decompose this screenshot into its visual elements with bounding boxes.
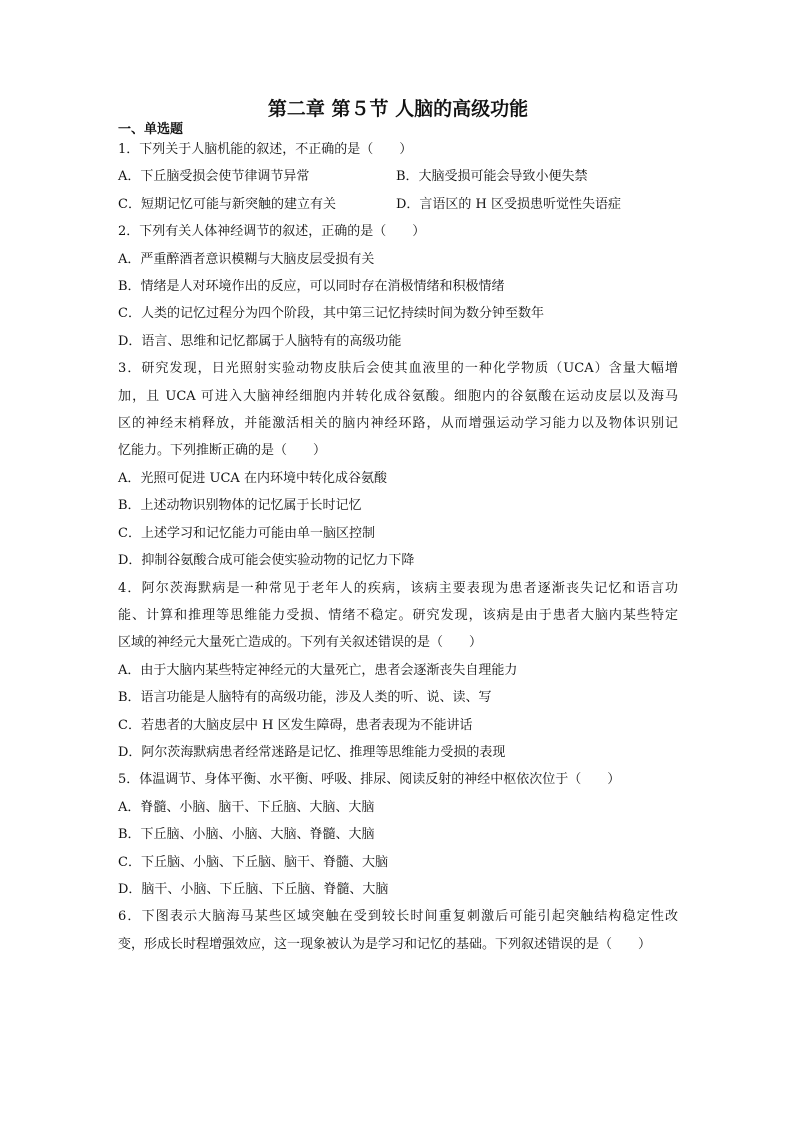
question-stem-line: 变，形成长时程增强效应，这一现象被认为是学习和记忆的基础。下列叙述错误的是（ ）: [118, 936, 652, 952]
question-3: [118, 355, 678, 574]
option-b[interactable]: B．情绪是人对环境作出的反应，可以同时存在消极情绪和积极情绪: [118, 279, 505, 295]
question-stem-line: 6．下图表示大脑海马某些区域突触在受到较长时间重复刺激后可能引起突触结构稳定性改: [118, 909, 678, 925]
option-a[interactable]: A．由于大脑内某些特定神经元的大量死亡，患者会逐渐丧失自理能力: [118, 662, 518, 678]
option-a[interactable]: A．下丘脑受损会使节律调节异常: [118, 169, 310, 185]
question-stem-line: 加，且 UCA 可进入大脑神经细胞内并转化成谷氨酸。细胞内的谷氨酸在运动皮层以及海马: [118, 388, 678, 404]
option-d[interactable]: D．抑制谷氨酸合成可能会使实验动物的记忆力下降: [118, 553, 415, 569]
question-stem: 5．体温调节、身体平衡、水平衡、呼吸、排尿、阅读反射的神经中枢依次位于（ ）: [118, 772, 621, 788]
question-stem-line: 区域的神经元大量死亡造成的。下列有关叙述错误的是（ ）: [118, 635, 483, 651]
option-d[interactable]: D．脑干、小脑、下丘脑、下丘脑、脊髓、大脑: [118, 881, 389, 897]
option-b[interactable]: B．语言功能是人脑特有的高级功能，涉及人类的听、说、读、写: [118, 690, 492, 706]
question-6: [118, 903, 678, 958]
question-stem-line: 4．阿尔茨海默病是一种常见于老年人的疾病，该病主要表现为患者逐渐丧失记忆和语言功: [118, 580, 678, 596]
question-stem: 1．下列关于人脑机能的叙述，不正确的是（ ）: [118, 142, 413, 157]
question-2: [118, 218, 678, 355]
question-4: [118, 575, 678, 767]
option-c[interactable]: C．若患者的大脑皮层中 H 区发生障碍，患者表现为不能讲话: [118, 717, 473, 733]
option-d[interactable]: D．言语区的 H 区受损患听觉性失语症: [396, 196, 622, 212]
option-c[interactable]: C．人类的记忆过程分为四个阶段，其中第三记忆持续时间为数分钟至数年: [118, 306, 544, 322]
question-stem-line: 忆能力。下列推断正确的是（ ）: [118, 443, 327, 459]
option-c[interactable]: C．下丘脑、小脑、下丘脑、脑干、脊髓、大脑: [118, 854, 388, 870]
section-heading: 一、单选题: [118, 122, 184, 137]
worksheet-page: [118, 96, 678, 958]
option-b[interactable]: B．上述动物识别物体的记忆属于长时记忆: [118, 498, 362, 514]
option-a[interactable]: A．脊髓、小脑、脑干、下丘脑、大脑、大脑: [118, 799, 375, 815]
question-stem-line: 3．研究发现，日光照射实验动物皮肤后会使其血液里的一种化学物质（UCA）含量大幅增: [118, 361, 678, 377]
option-d[interactable]: D．语言、思维和记忆都属于人脑特有的高级功能: [118, 333, 402, 349]
question-1: [118, 136, 678, 218]
option-row: [118, 163, 678, 190]
option-b[interactable]: B．下丘脑、小脑、小脑、大脑、脊髓、大脑: [118, 827, 375, 843]
question-stem-line: 能、计算和推理等思维能力受损、情绪不稳定。研究发现，该病是由于患者大脑内某些特定: [118, 607, 678, 623]
option-c[interactable]: C．上述学习和记忆能力可能由单一脑区控制: [118, 525, 375, 541]
question-5: [118, 766, 678, 903]
question-stem-line: 区的神经末梢释放，并能激活相关的脑内神经环路，从而增强运动学习能力以及物体识别记: [118, 416, 678, 432]
page-title: 第二章 第５节 人脑的高级功能: [267, 98, 529, 120]
question-stem: 2．下列有关人体神经调节的叙述，正确的是（ ）: [118, 224, 426, 240]
option-b[interactable]: B．大脑受损可能会导致小便失禁: [396, 169, 588, 185]
option-row: [118, 191, 678, 218]
option-d[interactable]: D．阿尔茨海默病患者经常迷路是记忆、推理等思维能力受损的表现: [118, 744, 506, 760]
option-a[interactable]: A．光照可促进 UCA 在内环境中转化成谷氨酸: [118, 470, 387, 486]
option-c[interactable]: C．短期记忆可能与新突触的建立有关: [118, 196, 336, 212]
option-a[interactable]: A．严重醉酒者意识模糊与大脑皮层受损有关: [118, 251, 375, 267]
